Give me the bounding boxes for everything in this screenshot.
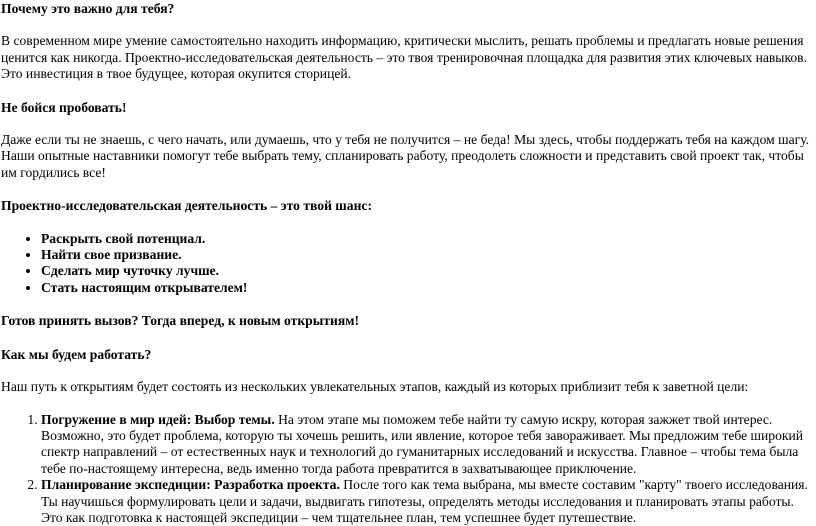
step-title: Планирование экспедиции: Разработка проекта. — [41, 477, 340, 492]
list-item — [41, 412, 812, 478]
step-text: После того как тема выбрана, мы вместе составим "карту" твоего исследования. Ты научишься формулировать цели и задачи, выдвигать гипотезы, определять методы исследования и планировать этапы работы. Это как подготовка к настоящей экспедиции – чем тщательнее план, тем успешнее будет путешествие. — [41, 477, 808, 525]
list-item: • Сделать мир чуточку лучше. — [41, 263, 812, 279]
paragraph-try: Даже если ты не знаешь, с чего начать, или думаешь, что у тебя не получится – не беда! Мы здесь, чтобы поддержать тебя на каждом шагу. Наши опытные наставники помогут тебе выбрать тему, спланировать работу, преодолеть сложности и представить свой проект так, чтобы им гордились все! — [1, 132, 812, 181]
paragraph-why: В современном мире умение самостоятельно находить информацию, критически мыслить, решать проблемы и предлагать новые решения ценится как никогда. Проектно-исследовательская деятельность – это твоя тренировочная площадка для развития этих ключевых навыков. Это инвестиция в твое будущее, которая окупится сторицей. — [1, 33, 812, 82]
heading-how: Как мы будем работать? — [1, 347, 812, 363]
step-title: Погружение в мир идей: Выбор темы. — [41, 412, 275, 427]
paragraph-how-intro: Наш путь к открытиям будет состоять из нескольких увлекательных этапов, каждый из которых приблизит тебя к заветной цели: — [1, 379, 812, 395]
list-item — [41, 477, 812, 526]
step-text: На этом этапе мы поможем тебе найти ту самую искру, которая зажжет твой интерес. Возможно, это будет проблема, которую ты хочешь решить, или явление, которое тебя завораживает. Мы предложим тебе широкий спектр направлений – от естественных наук и технологий до гуманитарных исследований и искусства. Главное – чтобы тема была тебе по-настоящему интересна, ведь именно тогда работа превратится в захватывающее приключение. — [41, 412, 803, 476]
list-item: • Раскрыть свой потенциал. — [41, 231, 812, 247]
chance-list — [1, 231, 812, 297]
heading-chance: Проектно-исследовательская деятельность – это твой шанс: — [1, 198, 812, 214]
heading-why: Почему это важно для тебя? — [1, 1, 812, 17]
list-item: • Найти свое призвание. — [41, 247, 812, 263]
heading-ready: Готов принять вызов? Тогда вперед, к новым открытиям! — [1, 313, 812, 329]
steps-list — [1, 412, 812, 526]
list-item: • Стать настоящим открывателем! — [41, 280, 812, 296]
heading-try: Не бойся пробовать! — [1, 100, 812, 116]
